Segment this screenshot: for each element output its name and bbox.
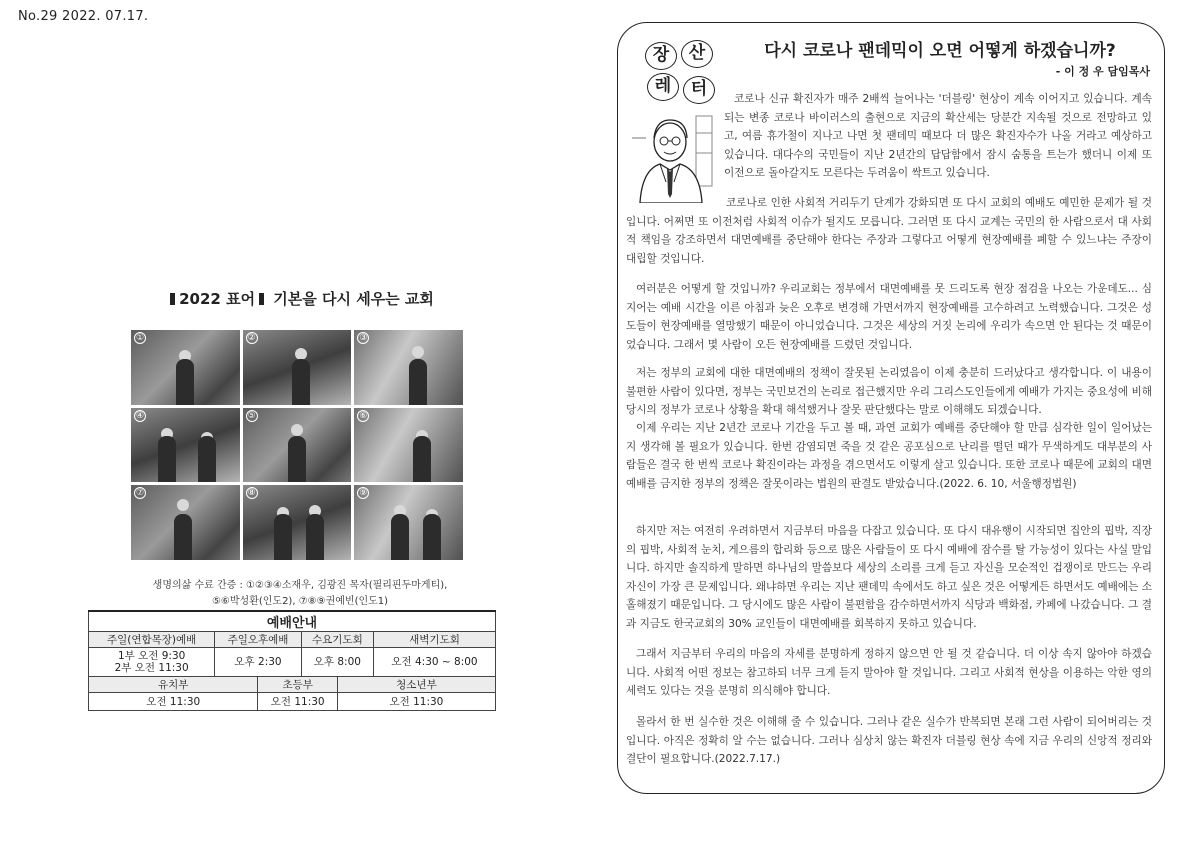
caption-line: 생명의삶 수료 간증 : ①②③④소재우, 김광진 목자(필리핀두마게티), — [152, 580, 448, 591]
photo-number: ⑤ — [247, 410, 256, 421]
cell-line: 1부 오전 9:30 — [117, 650, 186, 662]
table-header: 새벽기도회 — [374, 632, 496, 648]
letter-paragraph: 하지만 저는 여전히 우려하면서 지금부터 마음을 다잡고 있습니다. 또 다시 대유행이 시작되면 집안의 핍박, 직장의 핍박, 사회적 눈치, 게으름의 합리화 등으로 많은 사람들이 또 다시 예배에 잠수를 탈 가능성이 있다는 사실 말입니다. 하지만 솔직하게 말하면 하나님의 말씀보다 세상의 소리를 크게 듣고 자신을 모순적인 겁쟁이로 만드는 우리 자신이 가장 큰 문제입니다. 왜냐하면 우리는 지난 팬데믹 속에서도 하고 싶은 것은 어떻게든 하면서도 예배에는 소홀해졌기 때문입니다. 그 당시에도 많은 사람이 불편함을 감수하면서까지 식당과 백화점, 카페에 나갔습니다. 그 결과 지금도 한국교회의 30% 교인들이 대면예배를 회복하지 못하고 있습니다. — [626, 525, 1152, 630]
photo-number: ① — [135, 333, 145, 343]
motto-text: 기본을 다시 세우는 교회 — [273, 290, 434, 308]
testimony-photo — [354, 330, 463, 405]
letter-paragraph: 몰라서 한 번 실수한 것은 이해해 줄 수 있습니다. 그러나 같은 실수가 반복되면 본래 그런 사람이 되어버리는 것입니다. 아직은 정확히 알 수는 없습니다. 그러나 심상치 않는 확진자 더블링 현상 속에 지금 우리의 신앙적 정리와 결단이 필요합니다.(2022.7.17.) — [626, 716, 1152, 765]
motto-title — [150, 288, 450, 309]
photo-grid — [131, 330, 463, 560]
letter-paragraph: 코로나 신규 확진자가 매주 2배씩 늘어나는 '더블링' 현상이 계속 이어지고 있습니다. 계속되는 변종 코로나 바이러스의 출현으로 지금의 확산세는 당분간 지속될 것으로 전망하고 있고, 여름 휴가철이 지나고 나면 첫 팬데믹 때보다 더 많은 확진자수가 나올 거라고 예상하고 있습니다. 대다수의 국민들이 지난 2년간의 답답함에서 잠시 숨통을 트는가 했더니 이제 또 이전으로 돌아갈지도 모른다는 두려움이 싹트고 있습니다. — [724, 93, 1152, 179]
testimony-photo — [354, 408, 463, 483]
stamp-char: 레 — [647, 73, 679, 101]
cell-line: 2부 오전 11:30 — [114, 662, 189, 674]
testimony-photo — [131, 330, 240, 405]
photo-number: ⑦ — [135, 488, 145, 499]
photo-number: ⑥ — [359, 410, 368, 421]
table-header: 주일(연합목장)예배 — [89, 632, 215, 648]
square-bullet-icon — [170, 293, 175, 305]
table-cell: 오후 8:00 — [301, 648, 373, 677]
letter-paragraph: 저는 정부의 교회에 대한 대면예배의 정책이 잘못된 논리였음이 이제 충분히 드러났다고 생각합니다. 이 내용이 불편한 사람이 있다면, 정부는 국민보건의 논리로 접근했지만 우리 그리스도인들에게 예배가 가지는 중요성에 비해 당시의 정부가 코로나 상황을 확대 해석했거나 잘못 판단했다는 말로 이해해도 되겠습니다. — [626, 367, 1152, 416]
testimony-photo — [243, 408, 352, 483]
testimony-photo — [131, 408, 240, 483]
photo-number: ③ — [359, 333, 368, 343]
letter-paragraph: 여러분은 어떻게 할 것입니까? 우리교회는 정부에서 대면예배를 못 드리도록 현장 점검을 나오는 가운데도... 심지어는 예배 시간을 이른 아침과 늦은 오후로 변경해 가면서까지 현장예배를 고수하려고 노력했습니다. 그것은 성도들이 현장예배를 열망했기 때문이 아니었습니다. 그것은 세상의 거짓 논리에 우리가 속으면 안 된다는 것 때문이었습니다. 그래서 몇 사람이 오든 현장예배를 드렸던 것입니다. — [626, 283, 1152, 351]
table-header: 주일오후예배 — [215, 632, 301, 648]
stamp-char: 장 — [645, 42, 677, 70]
column-stamp — [641, 38, 719, 106]
table-header: 수요기도회 — [301, 632, 373, 648]
photo-number: ④ — [135, 410, 145, 421]
stamp-char: 터 — [683, 76, 715, 104]
table-cell: 오전 11:30 — [337, 693, 495, 711]
table-header: 초등부 — [258, 677, 337, 693]
testimony-photo — [243, 330, 352, 405]
letter-title: 다시 코로나 팬데믹이 오면 어떻게 하겠습니까? — [764, 41, 1116, 61]
table-cell: 오전 11:30 — [258, 693, 337, 711]
pastor-portrait-icon — [626, 108, 718, 203]
stamp-char: 산 — [681, 40, 713, 68]
issue-number: No.29 2022. 07.17. — [18, 9, 149, 24]
photo-number: ⑨ — [359, 488, 368, 499]
testimony-photo — [354, 485, 463, 560]
table-cell — [89, 648, 215, 677]
letter-paragraph: 코로나로 인한 사회적 거리두기 단계가 강화되면 또 다시 교회의 예배도 예민한 문제가 될 것입니다. 어쩌면 또 이전처럼 사회적 이슈가 될지도 모릅니다. 그러면 또 다시 교계는 국민의 한 사람으로서 대 사회적 책임을 강조하면서 대면예배를 중단해야 한다는 주장과 그렇다고 어떻게 현장예배를 폐할 수 있느냐는 주장이 대립할 것입니다. — [626, 197, 1152, 265]
table-cell: 오전 11:30 — [89, 693, 258, 711]
table-cell: 오전 4:30 ~ 8:00 — [374, 648, 496, 677]
worship-schedule-table — [88, 610, 496, 711]
caption-line: ⑤⑥박성환(인도2), ⑦⑧⑨권예빈(인도1) — [211, 596, 389, 607]
square-bullet-icon — [259, 293, 264, 305]
photo-caption — [120, 578, 480, 610]
letter-paragraph: 이제 우리는 지난 2년간 코로나 기간을 두고 볼 때, 과연 교회가 예배를 중단해야 할 만큼 심각한 일이 일어났는지 생각해 볼 필요가 있습니다. 한번 감염되면 죽을 것 같은 공포심으로 난리를 떨던 때가 무색하게도 대부분의 사람들은 결국 한 번씩 코로나 확진이라는 과정을 겪으면서도 이렇게 살고 있습니다. 또한 코로나 때문에 교회의 대면 예배를 금지한 정부의 정책은 잘못이라는 법원의 판결도 받았습니다.(2022. 6. 10, 서울행정법원) — [626, 422, 1152, 490]
testimony-photo — [131, 485, 240, 560]
table-cell: 오후 2:30 — [215, 648, 301, 677]
photo-number: ② — [247, 333, 256, 343]
photo-number: ⑧ — [247, 488, 256, 499]
letter-author: - 이 정 우 담임목사 — [1055, 65, 1150, 78]
testimony-photo — [243, 485, 352, 560]
letter-paragraph: 그래서 지금부터 우리의 마음의 자세를 분명하게 정하지 않으면 안 될 것 같습니다. 더 이상 속지 않아야 하겠습니다. 사회적 어떤 정보는 참고하되 너무 크게 듣지 말아야 할 것입니다. 그리고 사회적 현상을 이용하는 악한 영의 세력도 있다는 것을 분명히 의식해야 합니다. — [626, 648, 1152, 697]
motto-label: 2022 표어 — [179, 290, 256, 308]
table-header: 유치부 — [89, 677, 258, 693]
table-header: 청소년부 — [337, 677, 495, 693]
worship-table-title: 예배안내 — [89, 611, 496, 632]
